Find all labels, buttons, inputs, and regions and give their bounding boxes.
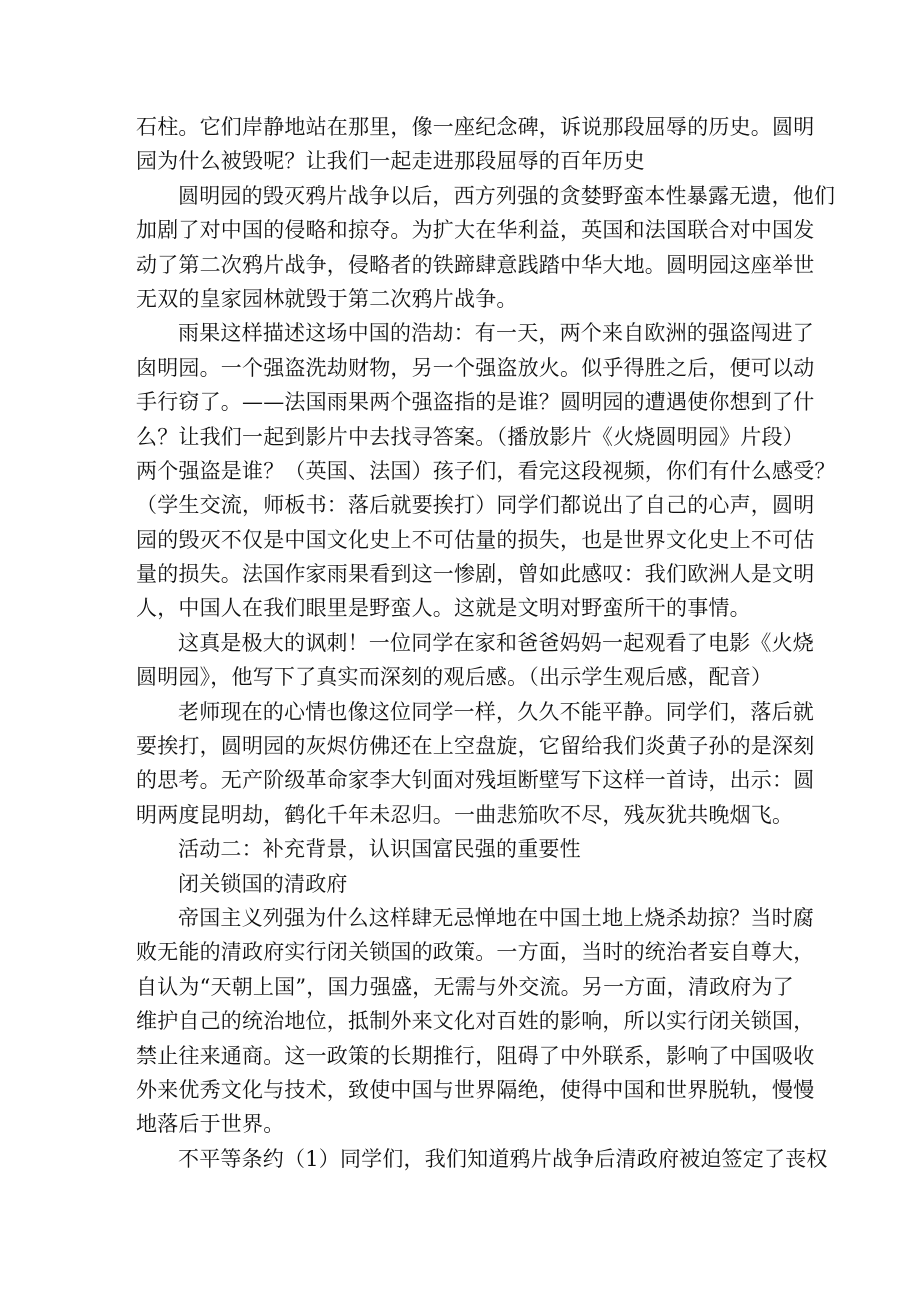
text-line: 两个强盗是谁？（英国、法国）孩子们，看完这段视频，你们有什么感受？ <box>136 458 836 483</box>
text-line: 帝国主义列强为什么这样肆无忌惮地在中国土地上烧杀劫掠？当时腐 <box>178 905 814 930</box>
text-line: 败无能的清政府实行闭关锁国的政策。一方面，当时的统治者妄自尊大， <box>136 940 815 965</box>
text-line: 圆明园的毁灭鸦片战争以后，西方列强的贪婪野蛮本性暴露无遗，他们 <box>178 183 836 208</box>
body-text <box>136 110 836 1176</box>
text-line: 么？让我们一起到影片中去找寻答案。（播放影片《火烧圆明园》片段） <box>136 424 804 449</box>
text-line: 的思考。无产阶级革命家李大钊面对残垣断壁写下这样一首诗，出示：圆 <box>136 768 815 793</box>
text-line: 石柱。它们岸静地站在那里，像一座纪念碑，诉说那段屈辱的历史。圆明 <box>136 115 815 139</box>
text-line: 雨果这样描述这场中国的浩劫：有一天，两个来自欧洲的强盗闯进了 <box>178 321 814 346</box>
text-line: 闭关锁国的清政府 <box>178 871 348 896</box>
text-line: 外来优秀文化与技术，致使中国与世界隔绝，使得中国和世界脱轨，慢慢 <box>136 1077 815 1102</box>
text-line: 明两度昆明劫，鹤化千年未忍归。一曲悲笳吹不尽，残灰犹共晚烟飞。 <box>136 802 794 827</box>
text-line: 动了第二次鸦片战争，侵略者的铁蹄肆意践踏中华大地。圆明园这座举世 <box>136 252 815 277</box>
text-line: 活动二：补充背景，认识国富民强的重要性 <box>178 837 581 862</box>
text-line: 圆明园》，他写下了真实而深刻的观后感。（出示学生观后感，配音） <box>136 665 773 690</box>
text-line: 要挨打，圆明园的灰烬仿佛还在上空盘旋，它留给我们炎黄子孙的是深刻 <box>136 734 815 759</box>
text-line: 加剧了对中国的侵略和掠夺。为扩大在华利益，英国和法国联合对中国发 <box>136 218 815 243</box>
text-line: 自认为“天朝上国”，国力强盛，无需与外交流。另一方面，清政府为了 <box>136 974 794 999</box>
text-line: 禁止往来通商。这一政策的长期推行，阻碍了中外联系，影响了中国吸收 <box>136 1043 815 1068</box>
text-line: 不平等条约（1）同学们，我们知道鸦片战争后清政府被迫签定了丧权 <box>178 1146 828 1171</box>
text-line: 园的毁灭不仅是中国文化史上不可估量的损失，也是世界文化史上不可估 <box>136 527 815 552</box>
text-line: （学生交流，师板书：落后就要挨打）同学们都说出了自己的心声，圆明 <box>136 493 815 518</box>
text-line: 量的损失。法国作家雨果看到这一惨剧，曾如此感叹：我们欧洲人是文明 <box>136 562 815 587</box>
text-line: 老师现在的心情也像这位同学一样，久久不能平静。同学们，落后就 <box>178 699 814 724</box>
text-line: 囱明园。一个强盗洗劫财物，另一个强盗放火。似乎得胜之后，便可以动 <box>136 355 815 380</box>
text-line: 无双的皇家园林就毁于第二次鸦片战争。 <box>136 286 518 311</box>
text-line: 手行窃了。——法国雨果两个强盗指的是谁？圆明园的遭遇使你想到了什 <box>136 390 815 415</box>
text-line: 园为什么被毁呢？让我们一起走进那段屈辱的百年历史 <box>136 149 645 174</box>
text-line: 这真是极大的讽刺！一位同学在家和爸爸妈妈一起观看了电影《火烧 <box>178 630 814 655</box>
text-line: 地落后于世界。 <box>136 1112 285 1137</box>
text-line: 维护自己的统治地位，抵制外来文化对百姓的影响，所以实行闭关锁国， <box>136 1009 815 1034</box>
text-line: 人，中国人在我们眼里是野蛮人。这就是文明对野蛮所干的事情。 <box>136 596 751 621</box>
